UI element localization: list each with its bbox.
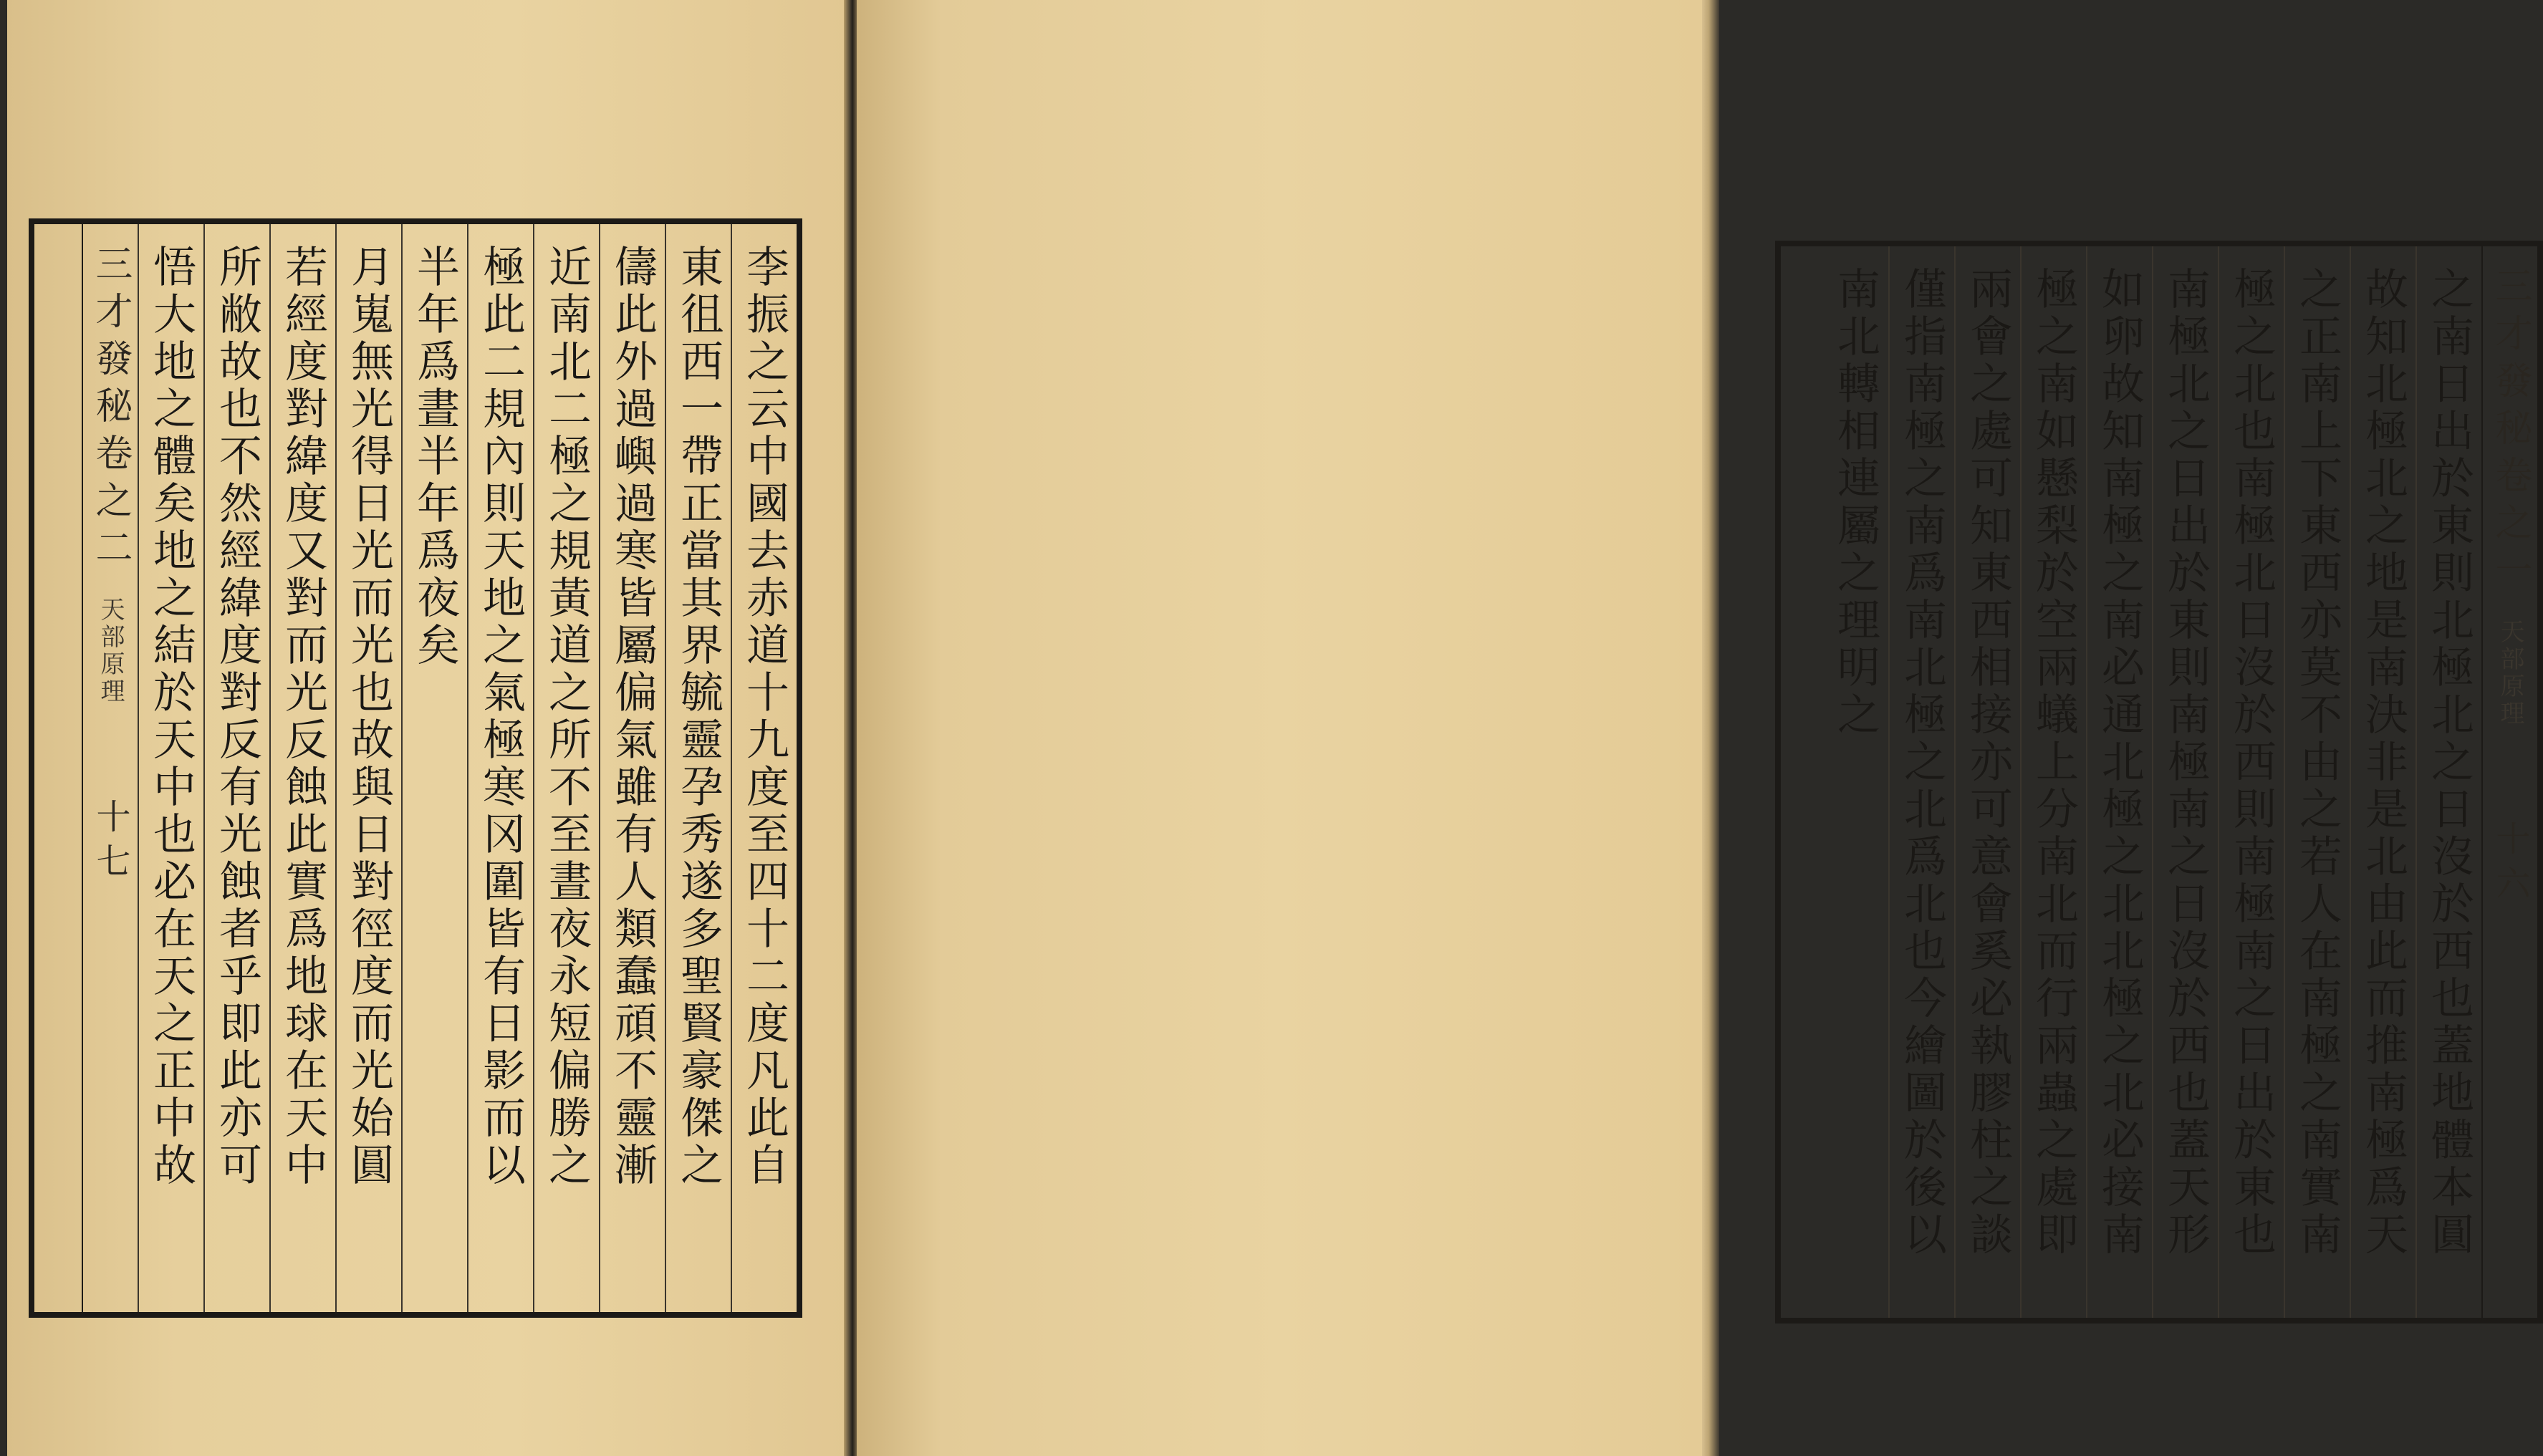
- text-column: 南北轉相連屬之理明之: [1830, 266, 1880, 739]
- right-page: [857, 0, 2532, 1456]
- volume-label: 卷之一: [2489, 455, 2532, 597]
- text-column: 兩會之處可知東西相接亦可意會奚必執膠柱之談: [1954, 246, 2020, 1318]
- section-label: 天部原理: [96, 597, 125, 705]
- section-label: 天部原理: [2496, 619, 2524, 728]
- book-title: 三才發秘: [89, 244, 132, 433]
- left-text-frame: [29, 218, 802, 1318]
- text-column: 半年爲晝半年爲夜矣: [401, 224, 467, 1312]
- text-column: 南極北之日出於東則南極南之日沒於西也蓋天形: [2152, 246, 2218, 1318]
- text-column: 所敝故也不然經緯度對反有光蝕者乎即此亦可: [203, 224, 269, 1312]
- volume-label: 卷之二: [89, 433, 132, 575]
- right-columns: [1781, 246, 2537, 1318]
- text-column: 東徂西一帶正當其界毓靈孕秀遂多聖賢豪傑之: [665, 224, 731, 1312]
- text-column: 極之南如懸梨於空兩蟻上分南北而行兩蟲之處即: [2020, 246, 2086, 1318]
- text-column: 故知北極北之地是南決非是北由此而推南極爲天: [2350, 246, 2415, 1318]
- text-column: 月嵬無光得日光而光也故與日對徑度而光始圓: [335, 224, 401, 1312]
- text-column: 李振之云中國去赤道十九度至四十二度凡此自: [731, 224, 797, 1312]
- left-columns: [34, 224, 797, 1312]
- text-column: 極此二規內則天地之氣極寒冈圍皆有日影而以: [467, 224, 533, 1312]
- text-column: 極之北也南極北日沒於西則南極南之日出於東也: [2218, 246, 2284, 1318]
- text-column: 之正南上下東西亦莫不由之若人在南極之南實南: [2284, 246, 2350, 1318]
- text-column: 儔此外過嶼過寒皆屬偏氣雖有人類蠢頑不靈漸: [599, 224, 665, 1312]
- text-column: 近南北二極之規黃道之所不至晝夜永短偏勝之: [533, 224, 599, 1312]
- text-column: 如卵故知南極之南必通北極之北北極之北必接南: [2086, 246, 2152, 1318]
- page-edge: [1702, 0, 1719, 1456]
- right-margin-column: [2481, 246, 2537, 1318]
- text-column: 僅指南極之南爲南北極之北爲北也今繪圖於後以: [1888, 246, 1954, 1318]
- book-title: 三才發秘: [2489, 266, 2532, 455]
- left-page: [7, 0, 851, 1456]
- page-number: 十六: [2490, 821, 2530, 910]
- text-column: 若經度對緯度又對而光反蝕此實爲地球在天中: [269, 224, 335, 1312]
- text-column: 之南日出於東則北極北之日沒於西也蓋地體本圓: [2415, 246, 2481, 1318]
- page-number: 十七: [90, 799, 130, 887]
- right-text-frame: [1775, 241, 2543, 1324]
- text-column: 悟大地之體矣地之結於天中也必在天之正中故: [138, 224, 203, 1312]
- left-margin-column: [82, 224, 138, 1312]
